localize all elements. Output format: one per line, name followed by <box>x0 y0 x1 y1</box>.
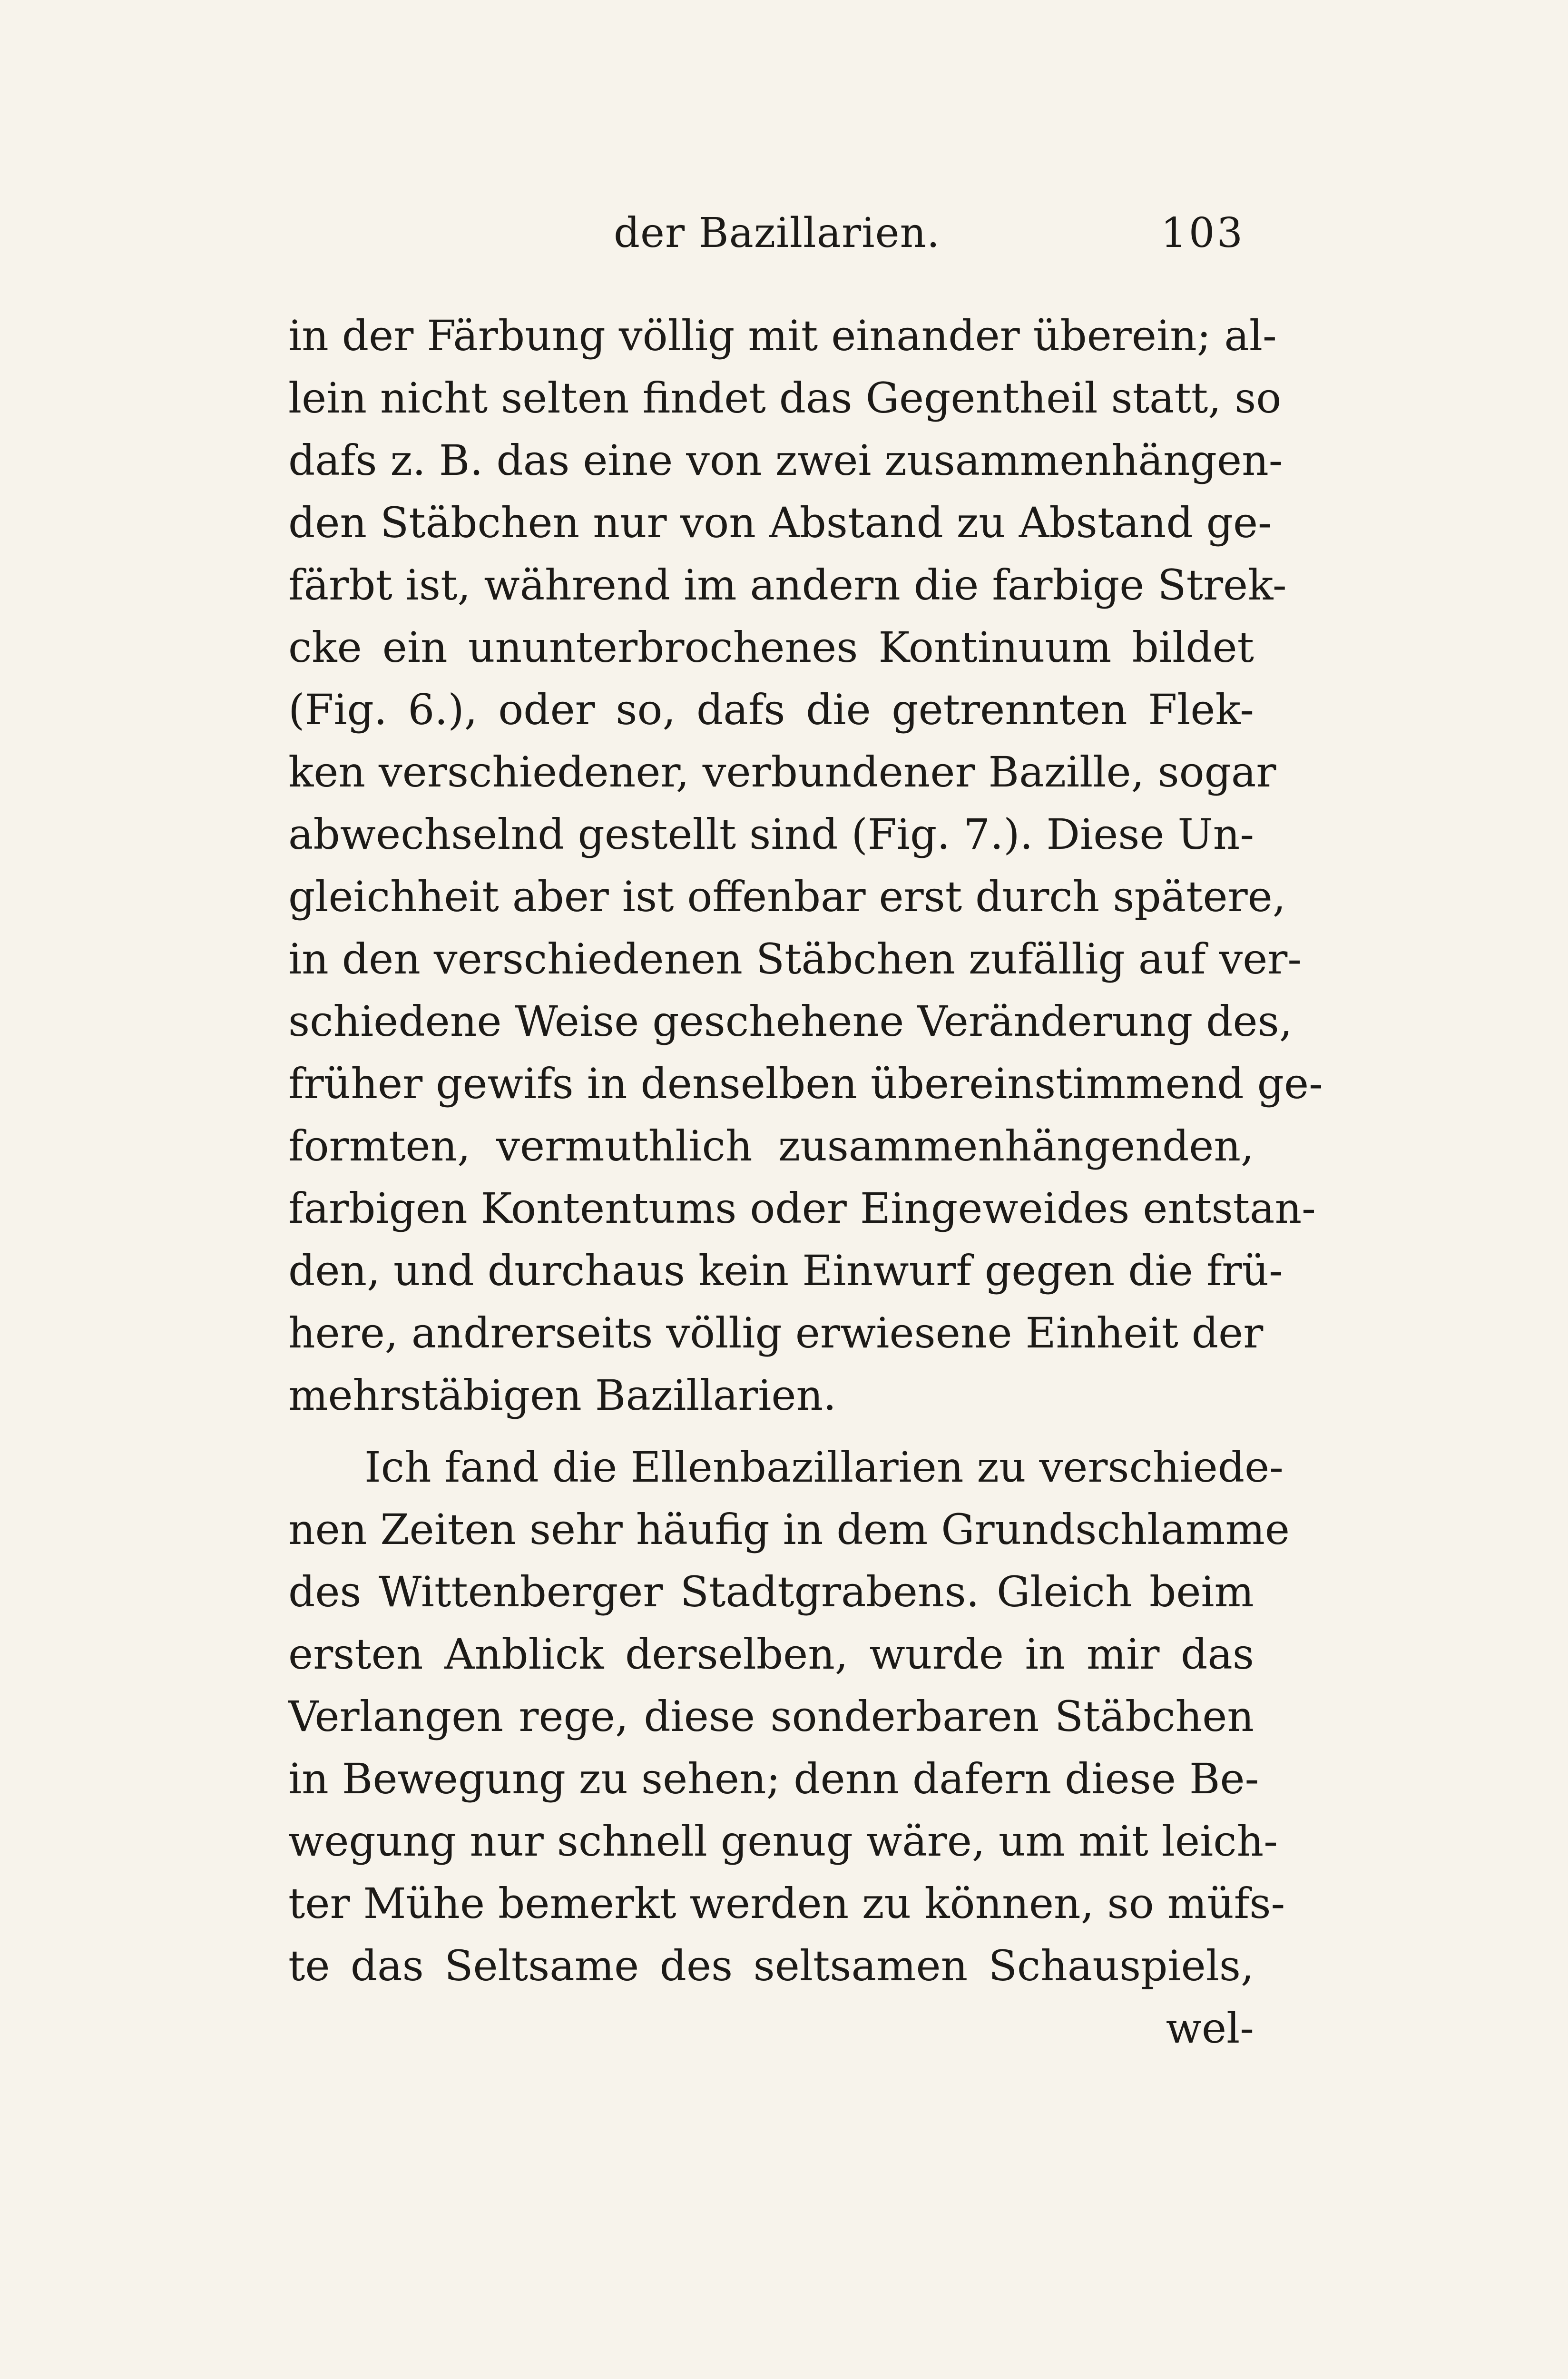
text-line: farbigen Kontentums oder Eingeweides entstan- <box>288 1184 1316 1233</box>
text-line: te das Seltsame des seltsamen Schauspiels, <box>288 1941 1254 1990</box>
text-line: schiedene Weise geschehene Veränderung des, <box>288 997 1293 1046</box>
paragraph-gap <box>288 1426 1254 1436</box>
text-line: in den verschiedenen Stäbchen zufällig auf ver- <box>288 934 1302 983</box>
paragraph-2 <box>288 1436 1290 1997</box>
text-line: wegung nur schnell genug wäre, um mit leich- <box>288 1817 1278 1866</box>
text-line: den, und durchaus kein Einwurf gegen die frü- <box>288 1246 1283 1295</box>
page-number: 103 <box>1161 209 1245 257</box>
text-line: nen Zeiten sehr häufig in dem Grundschlamme <box>288 1505 1290 1554</box>
text-line: here, andrerseits völlig erwiesene Einheit der <box>288 1308 1264 1357</box>
text-line: abwechselnd gestellt sind (Fig. 7.). Diese Un- <box>288 810 1254 859</box>
paragraph-1 <box>288 305 1323 1426</box>
text-line: in der Färbung völlig mit einander überein; al- <box>288 311 1277 360</box>
text-line: ersten Anblick derselben, wurde in mir das <box>288 1630 1254 1679</box>
text-line: dafs z. B. das eine von zwei zusammenhängen- <box>288 436 1283 485</box>
text-line: färbt ist, während im andern die farbige Strek- <box>288 560 1287 609</box>
body-text <box>288 305 1323 2059</box>
text-line: früher gewifs in denselben übereinstimmend ge- <box>288 1059 1323 1108</box>
text-line: ken verschiedener, verbundener Bazille, sogar <box>288 747 1276 796</box>
text-line: lein nicht selten findet das Gegentheil statt, so <box>288 374 1282 423</box>
text-line: Verlangen rege, diese sonderbaren Stäbchen <box>288 1692 1254 1741</box>
text-line: des Wittenberger Stadtgrabens. Gleich beim <box>288 1567 1254 1616</box>
running-head: der Bazillarien. <box>614 209 941 257</box>
text-line: mehrstäbigen Bazillarien. <box>288 1371 837 1420</box>
text-line: cke ein ununterbrochenes Kontinuum bildet <box>288 623 1254 672</box>
text-line: ter Mühe bemerkt werden zu können, so müfs- <box>288 1879 1285 1928</box>
text-line: den Stäbchen nur von Abstand zu Abstand ge- <box>288 498 1272 547</box>
catchword: wel- <box>1166 2004 1254 2053</box>
text-line: (Fig. 6.), oder so, dafs die getrennten Flek- <box>288 685 1254 734</box>
text-line: in Bewegung zu sehen; denn dafern diese Be- <box>288 1754 1259 1803</box>
text-line: Ich fand die Ellenbazillarien zu verschiede- <box>364 1443 1284 1492</box>
text-line: formten, vermuthlich zusammenhängenden, <box>288 1121 1254 1170</box>
text-line: gleichheit aber ist offenbar erst durch spätere, <box>288 872 1286 921</box>
